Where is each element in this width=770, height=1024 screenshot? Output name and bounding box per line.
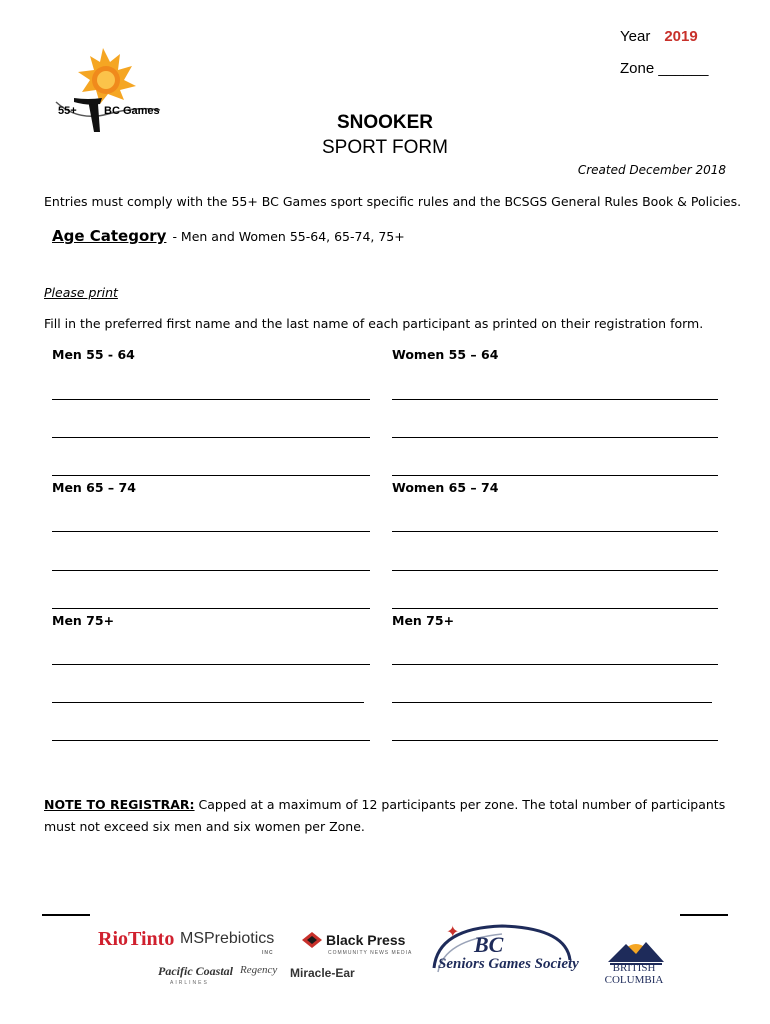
maple-leaf-icon: ✦ bbox=[446, 924, 460, 941]
footer-divider-left bbox=[42, 914, 90, 916]
form-subtitle: SPORT FORM bbox=[322, 137, 448, 158]
entry-line[interactable] bbox=[52, 608, 370, 609]
please-print: Please print bbox=[44, 285, 118, 300]
instructions-text: Fill in the preferred first name and the last name of each participant as printed on their registration form. bbox=[44, 316, 704, 331]
entry-line[interactable] bbox=[392, 570, 718, 571]
bcsgs-name: Seniors Games Society bbox=[438, 956, 579, 972]
category-women-75: Men 75+ bbox=[392, 613, 455, 628]
sponsor-pacific-coastal-sub: AIRLINES bbox=[170, 980, 209, 986]
note-label: NOTE TO REGISTRAR: bbox=[44, 797, 195, 812]
entry-line[interactable] bbox=[392, 475, 718, 476]
blackpress-icon bbox=[302, 932, 322, 948]
age-category-detail: - Men and Women 55-64, 65-74, 75+ bbox=[172, 229, 405, 244]
entry-line[interactable] bbox=[52, 740, 370, 741]
form-title: SNOOKER bbox=[336, 112, 434, 133]
entry-line[interactable] bbox=[52, 531, 370, 532]
entry-line[interactable] bbox=[392, 531, 718, 532]
category-men-65: Men 65 – 74 bbox=[52, 480, 136, 495]
sponsor-msprebiotics: MSPrebiotics bbox=[180, 930, 275, 947]
sponsor-msprebiotics-sub: INC bbox=[262, 950, 274, 956]
entry-line[interactable] bbox=[392, 608, 718, 609]
entry-line[interactable] bbox=[52, 399, 370, 400]
maple-leaf-sun-icon bbox=[78, 48, 136, 104]
entry-line[interactable] bbox=[392, 664, 718, 665]
age-category-label: Age Category bbox=[52, 227, 167, 245]
entry-line[interactable] bbox=[392, 399, 718, 400]
category-men-75: Men 75+ bbox=[52, 613, 115, 628]
category-women-55: Women 55 – 64 bbox=[392, 347, 499, 362]
zone-field: Zone ______ bbox=[620, 60, 709, 77]
year-value: 2019 bbox=[664, 28, 698, 45]
footer-divider-right bbox=[680, 914, 728, 916]
logo-text-bcgames: BC Games bbox=[104, 105, 160, 117]
entry-line[interactable] bbox=[392, 702, 712, 703]
category-women-65: Women 65 – 74 bbox=[392, 480, 499, 495]
british-columbia-text bbox=[590, 962, 678, 986]
entry-line[interactable] bbox=[52, 475, 370, 476]
year-label: Year bbox=[620, 28, 651, 45]
age-category bbox=[52, 227, 405, 246]
entry-line[interactable] bbox=[52, 570, 370, 571]
logo-text-55: 55+ bbox=[58, 105, 77, 117]
sponsor-pacific-coastal: Pacific Coastal bbox=[158, 964, 233, 978]
bcgov-line1: BRITISH bbox=[612, 962, 656, 974]
bcgov-line2: COLUMBIA bbox=[604, 974, 664, 986]
year-field bbox=[620, 28, 698, 45]
rules-text: Entries must comply with the 55+ BC Games sport specific rules and the BCSGS General Rules Book & Policies. bbox=[44, 194, 742, 209]
sponsor-riotinto: RioTinto bbox=[98, 928, 175, 950]
entry-line[interactable] bbox=[52, 664, 370, 665]
sponsor-blackpress: Black Press bbox=[326, 932, 406, 948]
sponsor-regency: Regency bbox=[240, 964, 278, 976]
entry-line[interactable] bbox=[52, 702, 364, 703]
entry-line[interactable] bbox=[392, 740, 718, 741]
registrar-note bbox=[44, 794, 734, 838]
entry-line[interactable] bbox=[52, 437, 370, 438]
sponsor-miracle-ear: Miracle-Ear bbox=[290, 966, 355, 980]
note-text: Capped at a maximum of 12 participants per zone. The total number of participants must not exceed six men and six women per Zone. bbox=[44, 797, 726, 834]
bcsgs-bc: BC bbox=[474, 932, 504, 957]
category-men-55: Men 55 - 64 bbox=[52, 347, 135, 362]
created-date: Created December 2018 bbox=[577, 163, 726, 177]
sponsor-blackpress-sub: COMMUNITY NEWS MEDIA bbox=[328, 950, 413, 956]
entry-line[interactable] bbox=[392, 437, 718, 438]
